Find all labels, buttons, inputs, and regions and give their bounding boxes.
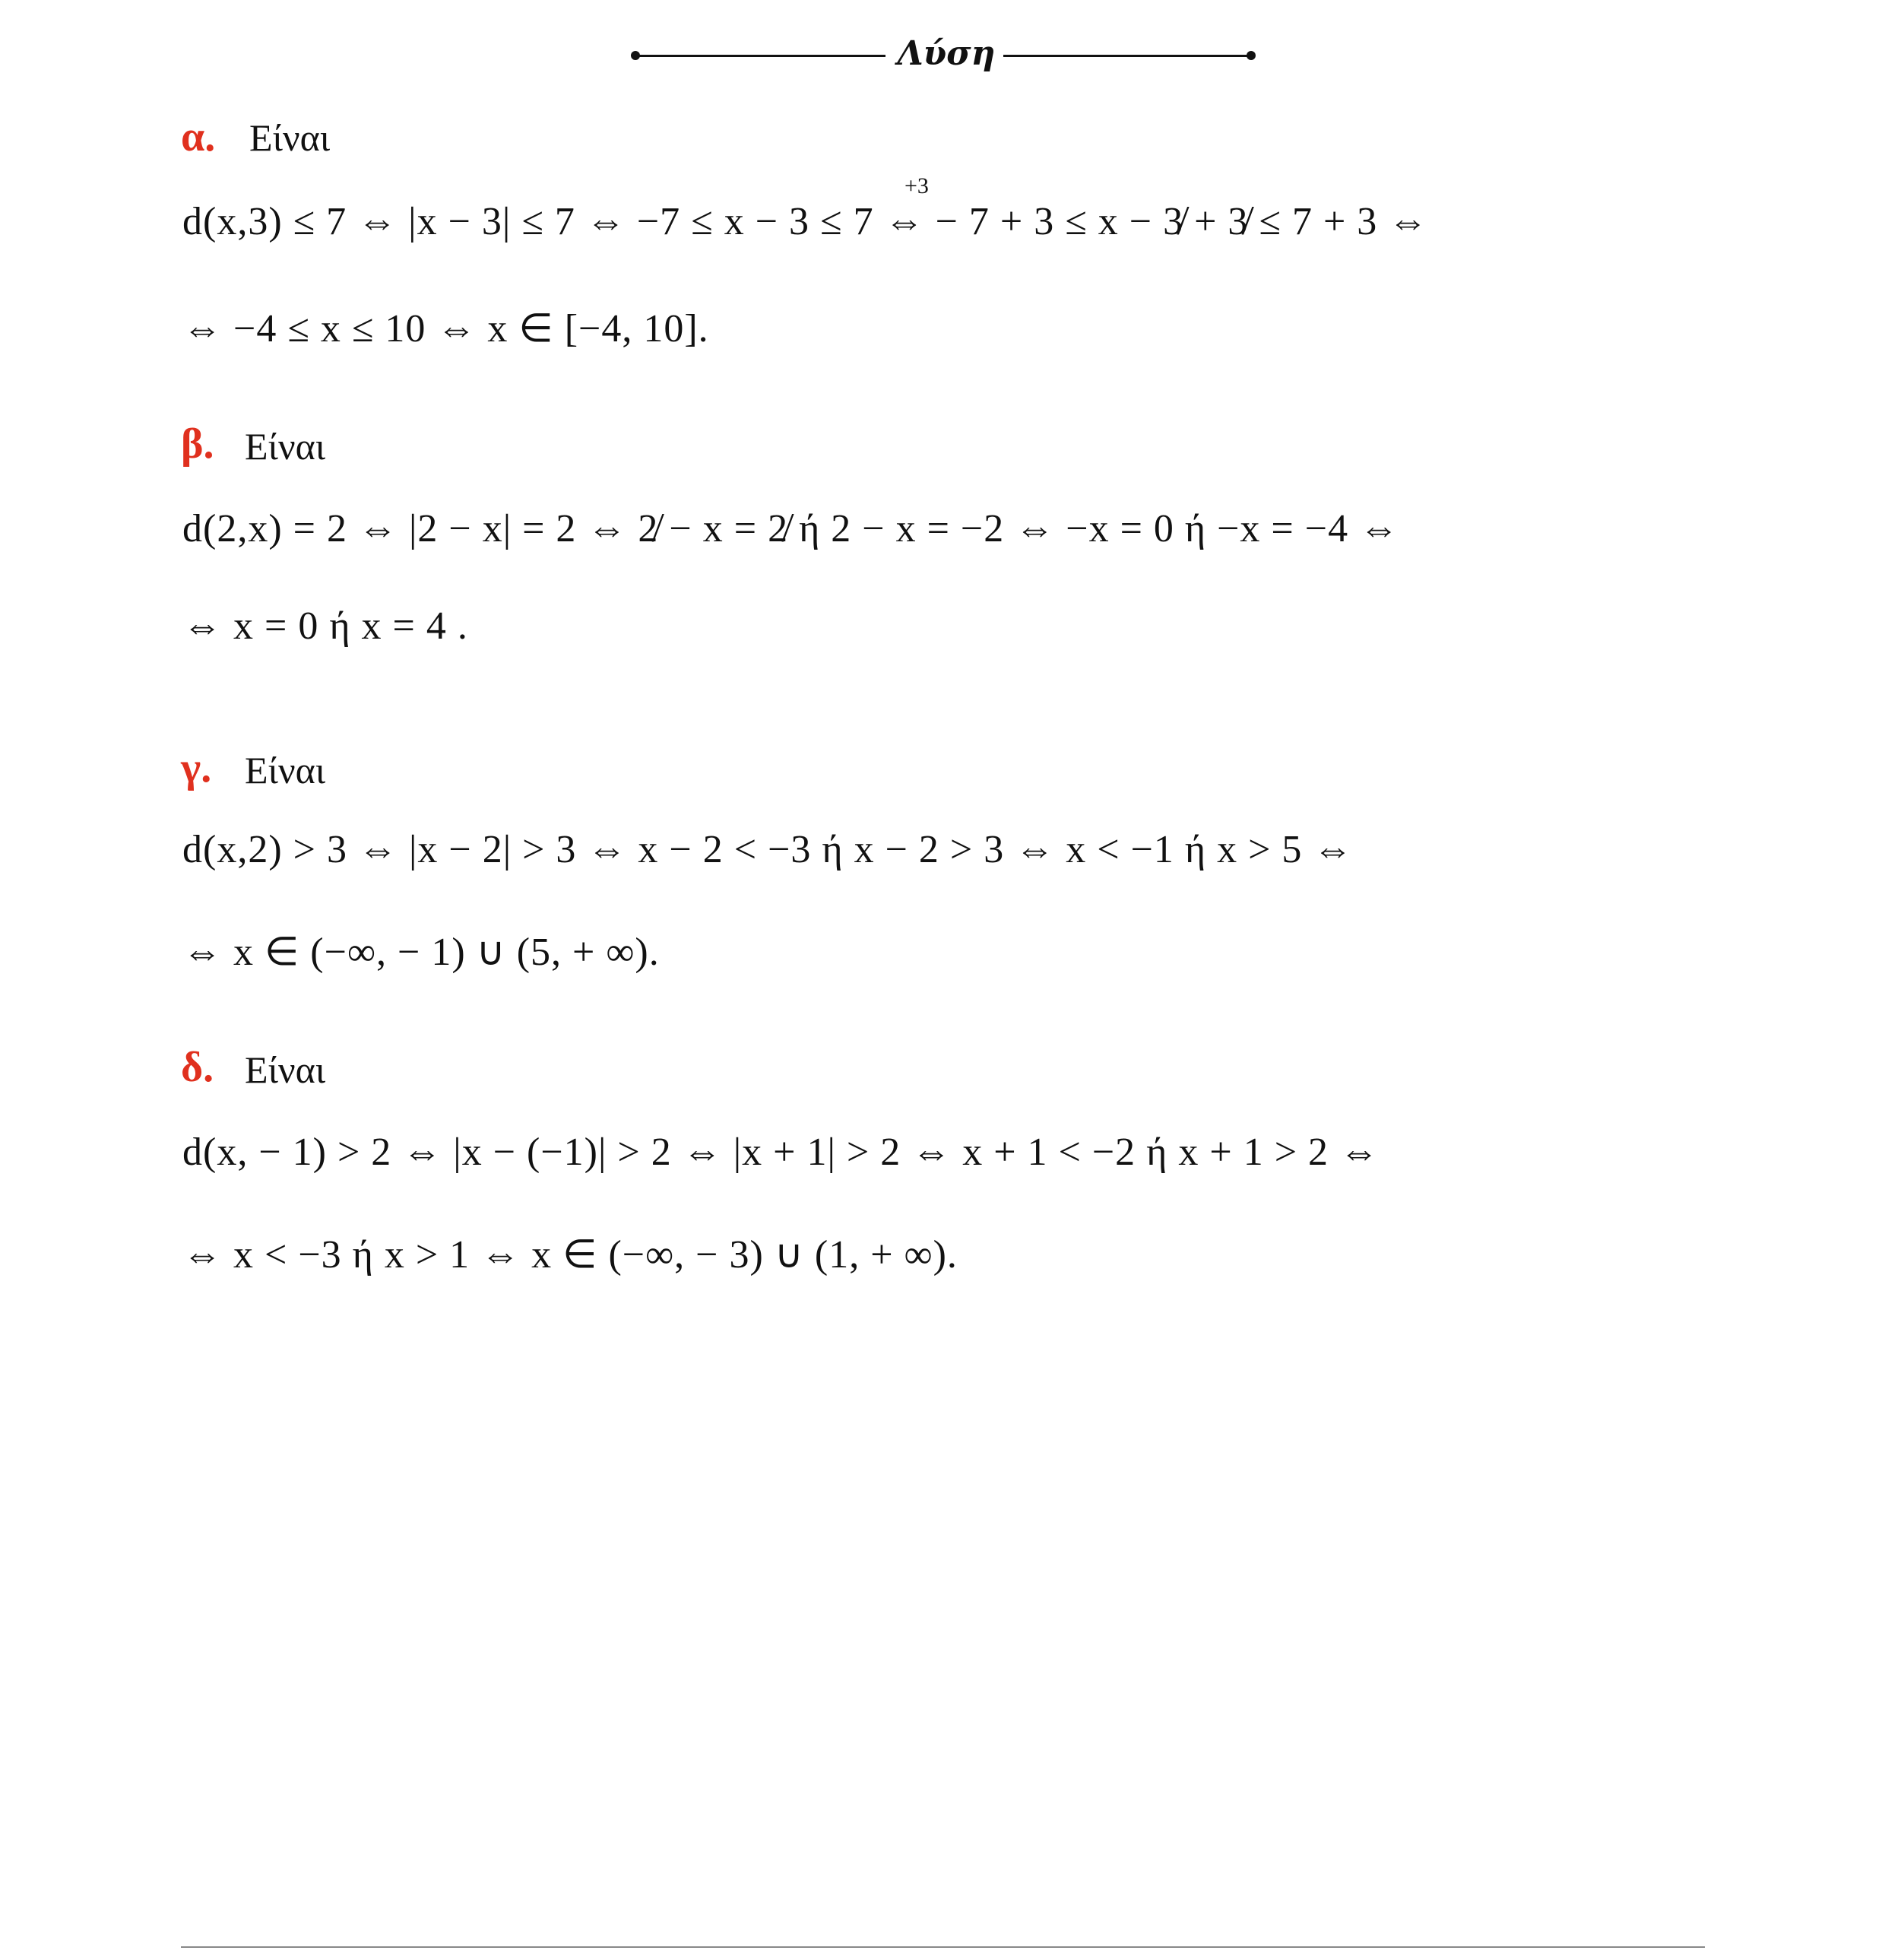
part-c-line-1: d(x,2) > 3 ⇔ |x − 2| > 3 ⇔ x − 2 < −3 ή x − 2 > 3 ⇔ x < −1 ή x > 5 ⇔ <box>182 828 1354 871</box>
header-rule-right <box>1003 55 1254 57</box>
part-c-line-2: ⇔ x ∈ (−∞, − 1) ∪ (5, + ∞). <box>182 931 660 974</box>
part-d-label: δ. <box>181 1044 214 1091</box>
part-a-intro: Είναι <box>249 116 331 159</box>
part-a-label: α. <box>181 113 216 160</box>
header-dot-right <box>1247 51 1256 60</box>
part-c-label: γ. <box>181 744 212 791</box>
footer-rule <box>181 1946 1705 1948</box>
header-rule-left <box>635 55 885 57</box>
part-a-superscript: +3 <box>904 173 929 198</box>
solution-header <box>0 34 1885 80</box>
part-b-line-1: d(2,x) = 2 ⇔ |2 − x| = 2 ⇔ 2̸ − x = 2̸ ή 2 − x = −2 ⇔ −x = 0 ή −x = −4 ⇔ <box>182 507 1400 550</box>
part-d-line-2: ⇔ x < −3 ή x > 1 ⇔ x ∈ (−∞, − 3) ∪ (1, + ∞). <box>182 1233 958 1277</box>
part-c-intro: Είναι <box>245 749 326 791</box>
part-d-intro: Είναι <box>245 1048 326 1091</box>
part-d-line-1: d(x, − 1) > 2 ⇔ |x − (−1)| > 2 ⇔ |x + 1| > 2 ⇔ x + 1 < −2 ή x + 1 > 2 ⇔ <box>182 1131 1380 1174</box>
part-a-line-1: d(x,3) ≤ 7 ⇔ |x − 3| ≤ 7 ⇔ −7 ≤ x − 3 ≤ 7 ⇔ − 7 + 3 ≤ x − 3̸ + 3̸ ≤ 7 + 3 ⇔ <box>182 200 1429 243</box>
header-title: Λύση <box>897 34 996 73</box>
part-b-intro: Είναι <box>245 425 326 468</box>
part-a-line-2: ⇔ −4 ≤ x ≤ 10 ⇔ x ∈ [−4, 10]. <box>182 307 709 350</box>
part-b-line-2: ⇔ x = 0 ή x = 4 . <box>182 604 468 648</box>
part-b-label: β. <box>181 420 214 468</box>
